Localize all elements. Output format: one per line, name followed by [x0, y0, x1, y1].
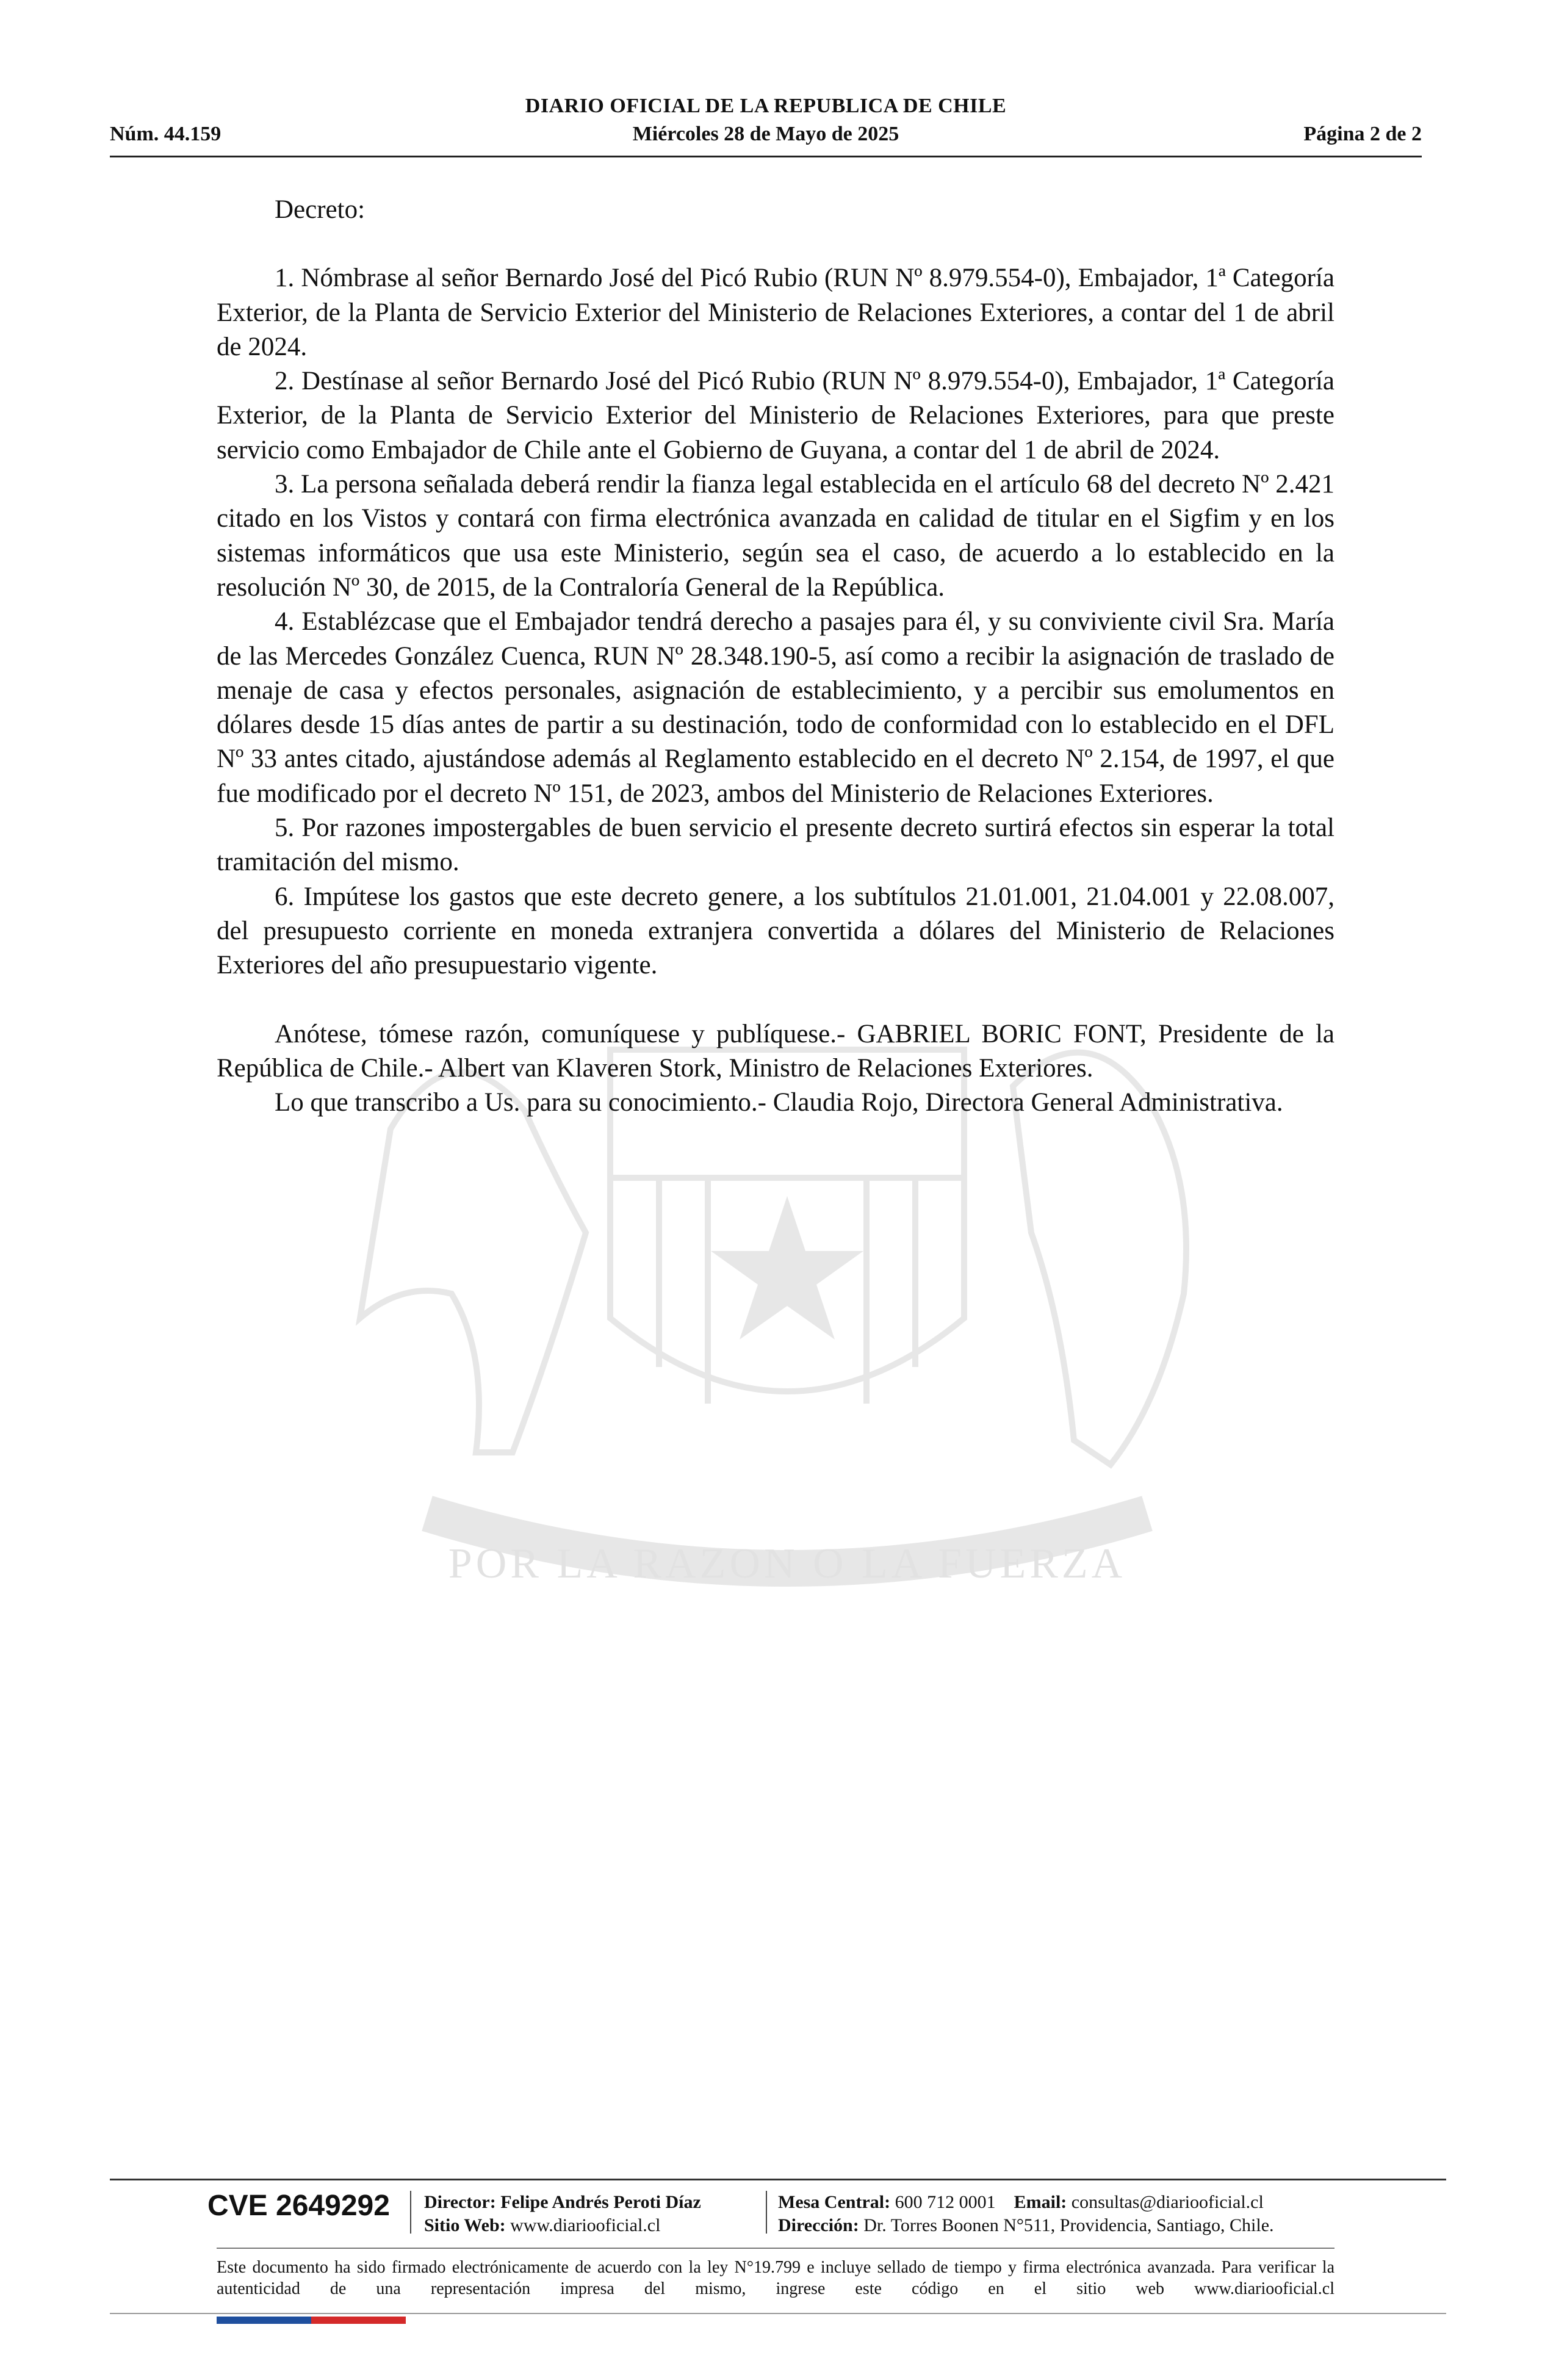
flag-stripe: [217, 2317, 406, 2324]
decree-item-1: 1. Nómbrase al señor Bernardo José del Picó Rubio (RUN Nº 8.979.554-0), Embajador, 1ª Categoría Exterior, de la Planta de Servicio Exterior del Ministerio de Relaciones Exteriores, a contar del 1 de abril de 2024.: [217, 264, 1334, 361]
decree-item-3: 3. La persona señalada deberá rendir la fianza legal establecida en el artículo 68 del decreto Nº 2.421 citado en los Vistos y contará con firma electrónica avanzada en calidad de titular en el Sigfim y en los sistemas informáticos que usa este Ministerio, según sea el caso, de acuerdo a lo establecido en la resolución Nº 30, de 2015, de la Contraloría General de la República.: [217, 470, 1334, 602]
footer-separator: [766, 2191, 767, 2234]
footer-director-column: [424, 2191, 701, 2237]
huemul-silhouette: [360, 1072, 586, 1452]
mesa-phone: 600 712 0001: [895, 2192, 996, 2212]
legal-notice: Este documento ha sido firmado electrónicamente de acuerdo con la ley N°19.799 e incluye sellado de tiempo y firma electrónica avanzada. Para verificar la autenticidad de una representación impresa del mismo, ingrese este código en el sitio web www.diariooficial.cl: [217, 2258, 1334, 2298]
footer-separator: [410, 2191, 411, 2234]
cve-code: CVE 2649292: [207, 2190, 390, 2222]
motto-text: POR LA RAZON O LA FUERZA: [448, 1540, 1126, 1587]
flag-stripe-blue: [217, 2317, 311, 2324]
footer-divider-middle: [217, 2248, 1334, 2249]
email-label: Email:: [1014, 2192, 1067, 2212]
mesa-label: Mesa Central:: [778, 2192, 891, 2212]
email-link[interactable]: consultas@diariooficial.cl: [1071, 2192, 1264, 2212]
footer-divider-top: [110, 2179, 1446, 2180]
decree-item-4: 4. Establézcase que el Embajador tendrá derecho a pasajes para él, y su conviviente civil Sra. María de las Mercedes González Cuenca, RUN Nº 28.348.190-5, así como a recibir la asignación de traslado de menaje de casa y efectos personales, asignación de establecimiento, y a percibir sus emolumentos en dólares desde 15 días antes de partir a su destinación, todo de conformidad con lo establecido en el DFL Nº 33 antes citado, ajustándose además al Reglamento establecido en el decreto Nº 2.154, de 1997, el que fue modificado por el decreto Nº 151, de 2023, ambos del Ministerio de Relaciones Exteriores.: [217, 607, 1334, 808]
page-indicator: Página 2 de 2: [1303, 123, 1422, 145]
decree-intro: Decreto:: [275, 195, 366, 224]
director-name: Felipe Andrés Peroti Díaz: [500, 2192, 701, 2212]
decree-body: [217, 193, 1334, 1120]
flag-stripe-red: [311, 2317, 406, 2324]
decree-item-6: 6. Impútese los gastos que este decreto genere, a los subtítulos 21.01.001, 21.04.001 y 22.08.007, del presupuesto corriente en moneda extranjera convertida a dólares del Ministerio de Relaciones Exteriores del año presupuestario vigente.: [217, 882, 1334, 980]
issue-number: Núm. 44.159: [110, 123, 222, 145]
footer-divider-bottom: [110, 2313, 1446, 2314]
director-label: Director:: [424, 2192, 496, 2212]
website-link[interactable]: www.diariooficial.cl: [510, 2215, 661, 2235]
website-label: Sitio Web:: [424, 2215, 506, 2235]
transcription-note: Lo que transcribo a Us. para su conocimiento.- Claudia Rojo, Directora General Administrativa.: [275, 1088, 1283, 1117]
closing-signatures: Anótese, tómese razón, comuníquese y publíquese.- GABRIEL BORIC FONT, Presidente de la República de Chile.- Albert van Klaveren Stork, Ministro de Relaciones Exteriores.: [217, 1019, 1334, 1083]
footer-contact-column: [778, 2191, 1274, 2237]
decree-item-2: 2. Destínase al señor Bernardo José del Picó Rubio (RUN Nº 8.979.554-0), Embajador, 1ª Categoría Exterior, de la Planta de Servicio Exterior del Ministerio de Relaciones Exteriores, para que preste servicio como Embajador de Chile ante el Gobierno de Guyana, a contar del 1 de abril de 2024.: [217, 367, 1334, 464]
publication-title: DIARIO OFICIAL DE LA REPUBLICA DE CHILE: [525, 95, 1007, 117]
address-value: Dr. Torres Boonen N°511, Providencia, Santiago, Chile.: [863, 2215, 1274, 2235]
page-header: [110, 95, 1422, 157]
star-icon: [711, 1196, 863, 1340]
address-label: Dirección:: [778, 2215, 859, 2235]
issue-date: Miércoles 28 de Mayo de 2025: [632, 123, 899, 145]
decree-item-5: 5. Por razones impostergables de buen servicio el presente decreto surtirá efectos sin esperar la total tramitación del mismo.: [217, 813, 1334, 877]
